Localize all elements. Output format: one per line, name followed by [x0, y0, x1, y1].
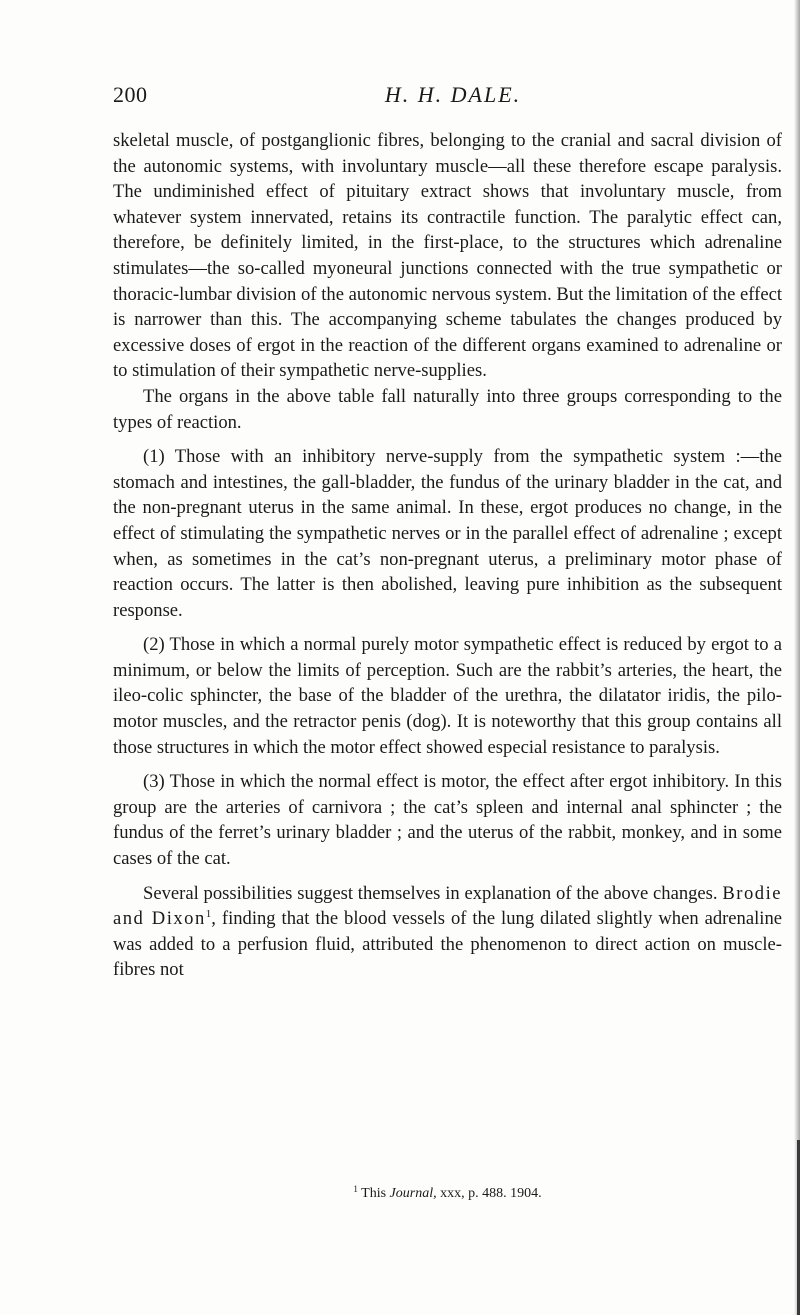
footnote-journal: Journal: [389, 1186, 434, 1201]
paragraph-6: [113, 881, 782, 983]
footnote-prefix: This: [361, 1186, 387, 1201]
paragraph-2: The organs in the above table fall naturally into three groups corresponding to the types of reaction.: [113, 385, 782, 433]
footnote: [113, 1180, 782, 1203]
paragraph-group-1: (1) Those with an inhibitory nerve-supply from the sympathetic system :—the stomach and intestines, the gall-bladder, the fundus of the urinary bladder in the cat, and the non-pregnant uterus in the same animal. In these, ergot produces no change, in the effect of stimulating the sympathetic nerves or in the parallel effect of adrenaline ; except when, as sometimes in the cat’s non-pregnant uterus, a preliminary motor phase of reaction occurs. The latter is then abolished, leaving pure inhibition as the subsequent response.: [113, 446, 782, 621]
page-edge-shadow: [794, 0, 800, 1315]
paragraph-6-end: , finding that the blood vessels of the lung dilated slightly when adrenaline was added to a perfusion fluid, attributed the phenomenon to direct action on muscle-fibres not: [113, 908, 782, 981]
cited-authors: Brodie and Dixon: [113, 882, 782, 930]
running-head: H. H. DALE.: [384, 82, 522, 107]
footnote-citation: , xxx, p. 488. 1904.: [433, 1186, 542, 1201]
page-header: [113, 82, 783, 112]
footnote-ref: 1: [205, 908, 212, 921]
paragraph-group-2: (2) Those in which a normal purely motor sympathetic effect is reduced by ergot to a minimum, or below the limits of perception. Such are the rabbit’s arteries, the heart, the ileo-colic sphincter, the base of the bladder of the urethra, the dilatator iridis, the pilo-motor muscles, and the retractor penis (dog). It is noteworthy that this group contains all those structures in which the motor effect showed especial resistance to paralysis.: [113, 634, 782, 758]
paragraph-6-start: Several possibilities suggest themselves in explanation of the above changes.: [143, 882, 718, 904]
body-text: [113, 128, 782, 983]
page-number: 200: [113, 82, 148, 107]
paragraph-1: skeletal muscle, of postganglionic fibres, belonging to the cranial and sacral division of the autonomic systems, with involuntary muscle—all these therefore escape paralysis. The undiminished effect of pituitary extract shows that involuntary muscle, from whatever system innervated, retains its contractile function. The paralytic effect can, therefore, be definitely limited, in the first-place, to the structures which adrenaline stimulates—the so-called myoneural junctions connected with the true sympathetic or thoracic-lumbar division of the autonomic nervous system. But the limitation of the effect is narrower than this. The accompanying scheme tabulates the changes produced by excessive doses of ergot in the reaction of the different organs examined to adrenaline or to stimulation of their sympathetic nerve-supplies.: [113, 130, 782, 382]
paragraph-group-3: (3) Those in which the normal effect is motor, the effect after ergot inhibitory. In this group are the arteries of carnivora ; the cat’s spleen and internal anal sphincter ; the fundus of the ferret’s urinary bladder ; and the uterus of the rabbit, monkey, and in some cases of the cat.: [113, 771, 782, 870]
footnote-marker: 1: [353, 1184, 358, 1194]
